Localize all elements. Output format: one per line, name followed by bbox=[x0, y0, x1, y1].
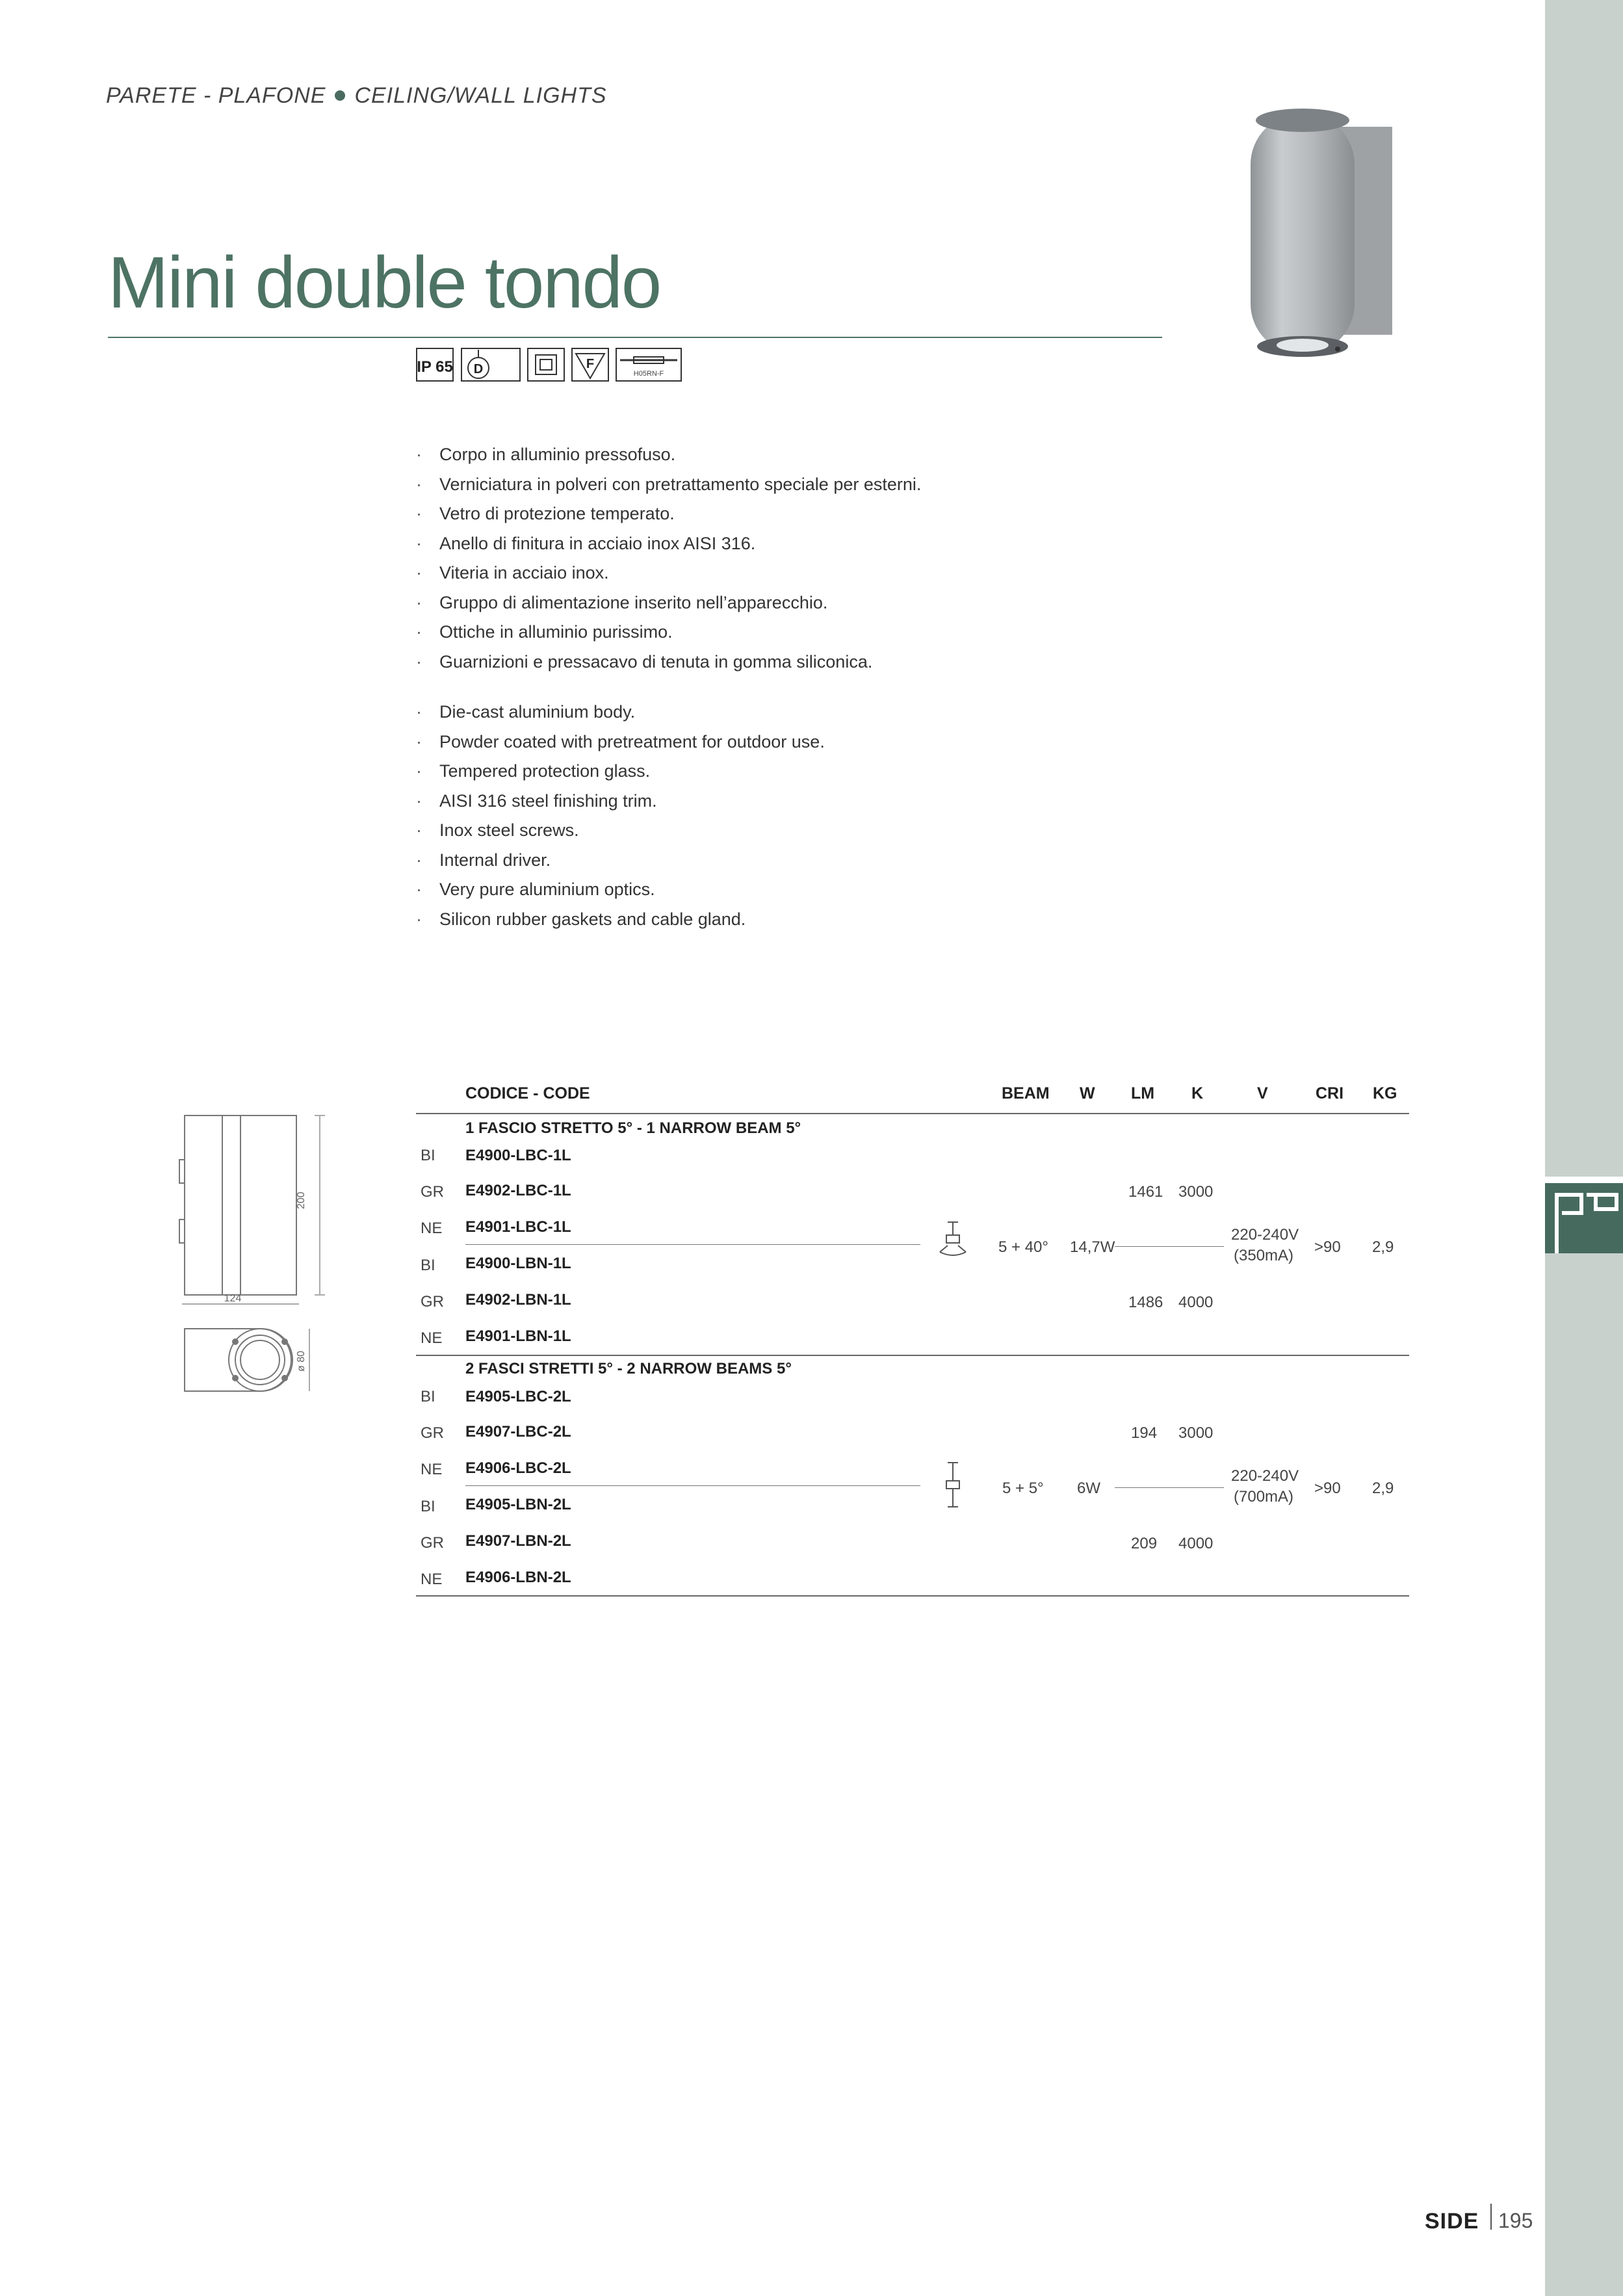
cable-icon bbox=[616, 348, 681, 381]
diameter-dimension: ø 80 bbox=[296, 1350, 307, 1372]
code-cell: E4901-LBC-1L bbox=[465, 1218, 571, 1236]
category-it: PARETE - PLAFONE bbox=[106, 83, 326, 108]
feature-item: · Inox steel screws. bbox=[416, 820, 579, 840]
f-mark-icon bbox=[572, 348, 608, 381]
kelvin-cell: 3000 bbox=[1178, 1183, 1214, 1201]
voltage-cell: 220-240V bbox=[1231, 1226, 1299, 1244]
col-header-w: W bbox=[1080, 1084, 1095, 1102]
code-cell: E4902-LBN-1L bbox=[465, 1291, 571, 1309]
feature-item: · Viteria in acciaio inox. bbox=[416, 563, 609, 582]
technical-drawing bbox=[170, 1105, 326, 1404]
col-header-kg: KG bbox=[1373, 1084, 1397, 1102]
finish-cell: BI bbox=[421, 1388, 435, 1405]
kelvin-cell: 4000 bbox=[1178, 1535, 1214, 1552]
side-view-drawing bbox=[179, 1115, 325, 1304]
lm-k-divider bbox=[1115, 1246, 1224, 1247]
finish-cell: GR bbox=[421, 1534, 444, 1552]
feature-item: · Powder coated with pretreatment for outdoor use. bbox=[416, 731, 825, 751]
watt-cell: 6W bbox=[1077, 1480, 1100, 1497]
finish-cell: GR bbox=[421, 1183, 444, 1201]
class-ii-icon bbox=[528, 348, 564, 381]
code-cell: E4907-LBN-2L bbox=[465, 1532, 571, 1550]
section-tab bbox=[1545, 1177, 1623, 1253]
features-list-en bbox=[416, 698, 825, 934]
finish-cell: BI bbox=[421, 1147, 435, 1164]
current-cell: (350mA) bbox=[1234, 1247, 1294, 1264]
features-list-it bbox=[416, 440, 921, 677]
finish-cell: GR bbox=[421, 1424, 444, 1442]
product-title: Mini double tondo bbox=[108, 242, 661, 323]
ip65-icon bbox=[417, 348, 453, 381]
col-header-cri: CRI bbox=[1316, 1084, 1344, 1102]
code-cell: E4901-LBN-1L bbox=[465, 1327, 571, 1345]
finish-cell: BI bbox=[421, 1257, 435, 1274]
finish-cell: NE bbox=[421, 1571, 443, 1588]
page-number: 195 bbox=[1498, 2209, 1533, 2232]
category-breadcrumb bbox=[106, 83, 607, 109]
beam-cell: 5 + 5° bbox=[1002, 1480, 1044, 1497]
feature-item: · Die-cast aluminium body. bbox=[416, 702, 636, 722]
wall-light-section-icon bbox=[1545, 1177, 1623, 1253]
code-cell: E4900-LBC-1L bbox=[465, 1147, 571, 1164]
feature-item: · Internal driver. bbox=[416, 850, 551, 870]
row-divider bbox=[465, 1485, 920, 1486]
feature-item: · Very pure aluminium optics. bbox=[416, 880, 655, 899]
finish-cell: NE bbox=[421, 1461, 443, 1478]
finish-cell: GR bbox=[421, 1293, 444, 1311]
feature-item: · Tempered protection glass. bbox=[416, 761, 651, 781]
f-mark-text: F bbox=[586, 357, 595, 371]
weight-cell: 2,9 bbox=[1372, 1480, 1394, 1497]
col-header-k: K bbox=[1191, 1084, 1204, 1102]
width-dimension: 124 bbox=[224, 1293, 242, 1304]
group-divider bbox=[416, 1355, 1409, 1356]
feature-item: · Ottiche in alluminio purissimo. bbox=[416, 622, 673, 642]
feature-item: · Vetro di protezione temperato. bbox=[416, 504, 675, 523]
category-en: CEILING/WALL LIGHTS bbox=[354, 83, 607, 108]
feature-item: · Verniciatura in polveri con pretrattamento speciale per esterni. bbox=[416, 474, 922, 494]
code-cell: E4902-LBC-1L bbox=[465, 1182, 571, 1199]
finish-cell: NE bbox=[421, 1220, 443, 1237]
feature-item: · AISI 316 steel finishing trim. bbox=[416, 790, 657, 811]
d-mark-icon bbox=[461, 348, 520, 381]
side-bar bbox=[1545, 0, 1623, 2296]
top-view-drawing bbox=[185, 1329, 309, 1391]
product-photo bbox=[1241, 94, 1397, 367]
table-bottom-rule bbox=[416, 1595, 1409, 1597]
cri-cell: >90 bbox=[1314, 1480, 1341, 1497]
lumen-cell: 194 bbox=[1131, 1424, 1158, 1442]
footer-separator bbox=[1490, 2204, 1492, 2230]
title-divider bbox=[108, 337, 1162, 338]
lumen-cell: 209 bbox=[1131, 1535, 1158, 1552]
single-beam-icon bbox=[933, 1221, 972, 1268]
height-dimension: 200 bbox=[296, 1192, 307, 1209]
lm-k-divider bbox=[1115, 1487, 1224, 1488]
finish-cell: BI bbox=[421, 1498, 435, 1515]
code-cell: E4906-LBC-2L bbox=[465, 1459, 571, 1477]
row-divider bbox=[465, 1244, 920, 1245]
current-cell: (700mA) bbox=[1234, 1488, 1294, 1506]
feature-item: · Guarnizioni e pressacavo di tenuta in gomma siliconica. bbox=[416, 651, 873, 672]
group-label-1: 1 FASCIO STRETTO 5° - 1 NARROW BEAM 5° bbox=[465, 1119, 801, 1137]
col-header-lm: LM bbox=[1131, 1084, 1155, 1102]
kelvin-cell: 4000 bbox=[1178, 1294, 1214, 1311]
ip65-text: IP 65 bbox=[417, 358, 453, 376]
code-cell: E4905-LBC-2L bbox=[465, 1388, 571, 1405]
feature-item: · Corpo in alluminio pressofuso. bbox=[416, 445, 676, 464]
code-cell: E4900-LBN-1L bbox=[465, 1255, 571, 1272]
lumen-cell: 1486 bbox=[1128, 1294, 1163, 1311]
finish-cell: NE bbox=[421, 1329, 443, 1347]
lumen-cell: 1461 bbox=[1128, 1183, 1163, 1201]
cable-text: H05RN-F bbox=[633, 370, 664, 378]
code-cell: E4906-LBN-2L bbox=[465, 1569, 571, 1586]
certification-icons bbox=[416, 346, 689, 385]
col-header-beam: BEAM bbox=[1002, 1084, 1050, 1102]
watt-cell: 14,7W bbox=[1070, 1238, 1115, 1256]
kelvin-cell: 3000 bbox=[1178, 1424, 1214, 1442]
footer-brand: SIDE bbox=[1425, 2209, 1479, 2234]
beam-cell: 5 + 40° bbox=[998, 1238, 1048, 1256]
voltage-cell: 220-240V bbox=[1231, 1467, 1299, 1485]
code-cell: E4907-LBC-2L bbox=[465, 1423, 571, 1441]
double-beam-icon bbox=[940, 1461, 966, 1508]
cri-cell: >90 bbox=[1314, 1238, 1341, 1256]
feature-item: · Gruppo di alimentazione inserito nell’apparecchio. bbox=[416, 592, 828, 612]
feature-item: · Anello di finitura in acciaio inox AISI 316. bbox=[416, 533, 756, 553]
header-rule bbox=[416, 1113, 1409, 1114]
feature-item: · Silicon rubber gaskets and cable gland. bbox=[416, 909, 746, 929]
col-header-v: V bbox=[1257, 1084, 1268, 1102]
weight-cell: 2,9 bbox=[1372, 1238, 1394, 1256]
group-label-2: 2 FASCI STRETTI 5° - 2 NARROW BEAMS 5° bbox=[465, 1360, 792, 1377]
bullet-dot-icon bbox=[335, 90, 345, 101]
col-header-code: CODICE - CODE bbox=[465, 1084, 590, 1102]
d-mark-text: D bbox=[473, 362, 484, 376]
code-cell: E4905-LBN-2L bbox=[465, 1496, 571, 1513]
